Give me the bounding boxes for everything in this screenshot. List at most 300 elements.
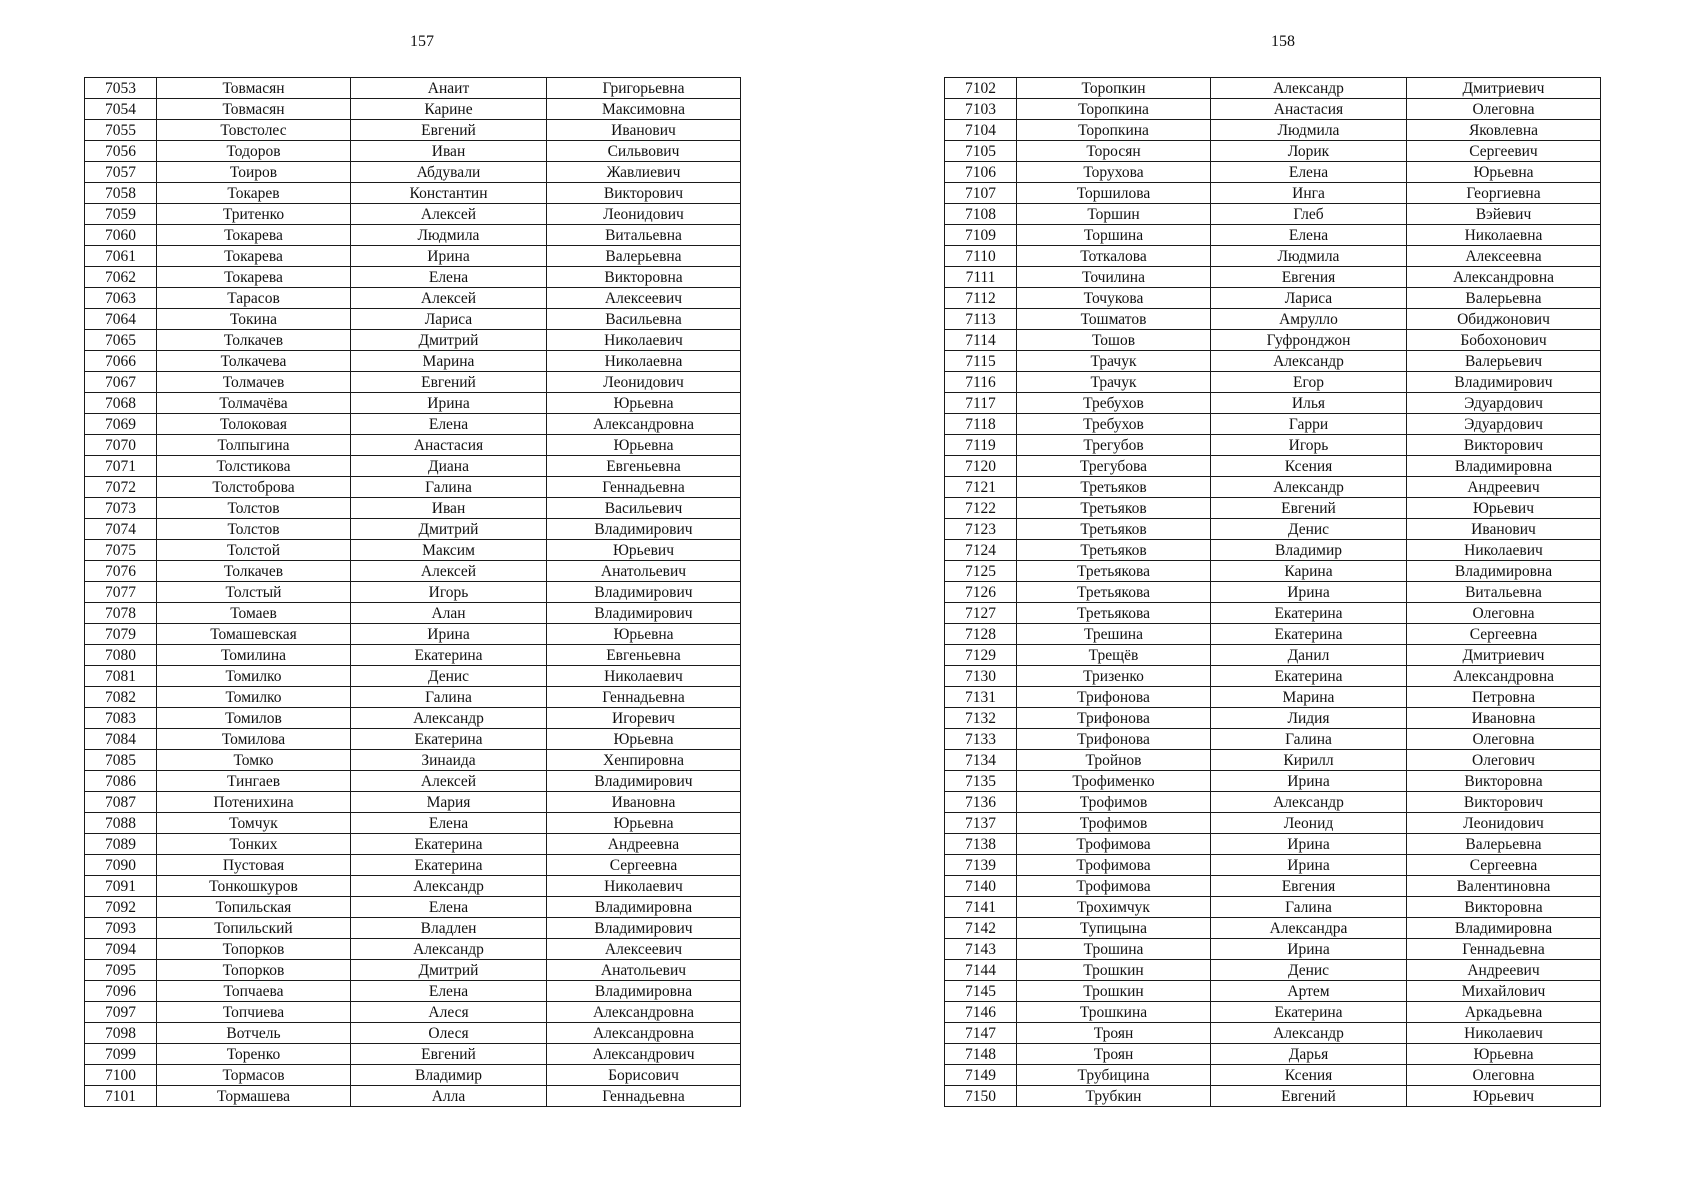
table-row [945,771,1601,792]
surname-cell: Тритенко [157,204,351,225]
table-row [945,456,1601,477]
surname-cell: Толстикова [157,456,351,477]
patronymic-cell: Леонидович [547,372,741,393]
first-name-cell: Евгений [351,1044,547,1065]
patronymic-cell: Олеговна [1407,99,1601,120]
table-row [945,267,1601,288]
table-row [945,435,1601,456]
patronymic-cell: Бобохонович [1407,330,1601,351]
first-name-cell: Карине [351,99,547,120]
patronymic-cell: Владимировна [1407,456,1601,477]
patronymic-cell: Яковлевна [1407,120,1601,141]
row-number-cell: 7110 [945,246,1017,267]
row-number-cell: 7096 [85,981,157,1002]
first-name-cell: Глеб [1211,204,1407,225]
row-number-cell: 7087 [85,792,157,813]
first-name-cell: Людмила [1211,246,1407,267]
patronymic-cell: Владимирович [1407,372,1601,393]
first-name-cell: Екатерина [351,834,547,855]
table-row [85,771,741,792]
surname-cell: Торопкина [1017,120,1211,141]
table-row [945,792,1601,813]
patronymic-cell: Александровна [547,1023,741,1044]
first-name-cell: Мария [351,792,547,813]
patronymic-cell: Владимирович [547,918,741,939]
table-row [945,876,1601,897]
first-name-cell: Игорь [351,582,547,603]
patronymic-cell: Леонидович [1407,813,1601,834]
table-row [945,834,1601,855]
surname-cell: Тошматов [1017,309,1211,330]
patronymic-cell: Юрьевич [1407,1086,1601,1107]
surname-cell: Торшилова [1017,183,1211,204]
first-name-cell: Екатерина [351,729,547,750]
row-number-cell: 7121 [945,477,1017,498]
table-row [85,477,741,498]
first-name-cell: Константин [351,183,547,204]
table-row [85,561,741,582]
first-name-cell: Владлен [351,918,547,939]
first-name-cell: Владимир [1211,540,1407,561]
first-name-cell: Инга [1211,183,1407,204]
patronymic-cell: Александровна [547,414,741,435]
table-row [945,204,1601,225]
patronymic-cell: Иванович [1407,519,1601,540]
table-row [945,645,1601,666]
surname-cell: Томко [157,750,351,771]
row-number-cell: 7089 [85,834,157,855]
row-number-cell: 7057 [85,162,157,183]
surname-cell: Толмачев [157,372,351,393]
row-number-cell: 7115 [945,351,1017,372]
surname-cell: Топильский [157,918,351,939]
surname-cell: Третьяков [1017,477,1211,498]
patronymic-cell: Игоревич [547,708,741,729]
table-row [85,960,741,981]
first-name-cell: Лариса [351,309,547,330]
row-number-cell: 7137 [945,813,1017,834]
table-row [85,876,741,897]
row-number-cell: 7085 [85,750,157,771]
surname-cell: Топчаева [157,981,351,1002]
surname-cell: Толкачева [157,351,351,372]
row-number-cell: 7123 [945,519,1017,540]
patronymic-cell: Юрьевна [547,729,741,750]
patronymic-cell: Витальевна [1407,582,1601,603]
surname-cell: Требухов [1017,393,1211,414]
patronymic-cell: Ивановна [547,792,741,813]
surname-cell: Трубкин [1017,1086,1211,1107]
first-name-cell: Алексей [351,771,547,792]
first-name-cell: Евгений [351,120,547,141]
surname-cell: Тошов [1017,330,1211,351]
row-number-cell: 7064 [85,309,157,330]
row-number-cell: 7098 [85,1023,157,1044]
surname-cell: Точилина [1017,267,1211,288]
first-name-cell: Дарья [1211,1044,1407,1065]
table-row [85,750,741,771]
surname-cell: Трошкин [1017,981,1211,1002]
patronymic-cell: Сергеевна [1407,624,1601,645]
patronymic-cell: Юрьевна [547,813,741,834]
table-row [945,603,1601,624]
table-row [85,1044,741,1065]
row-number-cell: 7079 [85,624,157,645]
surname-cell: Трофимова [1017,834,1211,855]
table-row [85,624,741,645]
first-name-cell: Данил [1211,645,1407,666]
patronymic-cell: Юрьевна [547,393,741,414]
surname-cell: Толстов [157,519,351,540]
surname-cell: Третьяков [1017,498,1211,519]
table-row [85,1086,741,1107]
row-number-cell: 7104 [945,120,1017,141]
row-number-cell: 7132 [945,708,1017,729]
surname-cell: Топчиева [157,1002,351,1023]
table-row [85,897,741,918]
table-row [945,477,1601,498]
surname-cell: Толстоброва [157,477,351,498]
table-row [945,1086,1601,1107]
table-row [85,309,741,330]
row-number-cell: 7135 [945,771,1017,792]
first-name-cell: Ирина [1211,582,1407,603]
patronymic-cell: Александровна [1407,267,1601,288]
first-name-cell: Евгения [1211,267,1407,288]
first-name-cell: Ирина [1211,834,1407,855]
table-row [85,855,741,876]
surname-cell: Трофимова [1017,876,1211,897]
patronymic-cell: Сильвович [547,141,741,162]
patronymic-cell: Геннадьевна [547,1086,741,1107]
table-row [85,1023,741,1044]
surname-cell: Торосян [1017,141,1211,162]
surname-cell: Томчук [157,813,351,834]
surname-cell: Томилина [157,645,351,666]
table-row [945,183,1601,204]
patronymic-cell: Андреевна [547,834,741,855]
surname-cell: Тингаев [157,771,351,792]
patronymic-cell: Алексеевна [1407,246,1601,267]
patronymic-cell: Николаевна [1407,225,1601,246]
row-number-cell: 7097 [85,1002,157,1023]
table-row [85,78,741,99]
patronymic-cell: Эдуардович [1407,414,1601,435]
patronymic-cell: Владимировна [547,981,741,1002]
surname-cell: Третьякова [1017,561,1211,582]
table-row [85,141,741,162]
row-number-cell: 7090 [85,855,157,876]
first-name-cell: Лорик [1211,141,1407,162]
row-number-cell: 7116 [945,372,1017,393]
surname-cell: Трошкин [1017,960,1211,981]
patronymic-cell: Дмитриевич [1407,78,1601,99]
table-row [945,309,1601,330]
patronymic-cell: Валерьевна [547,246,741,267]
surname-cell: Толпыгина [157,435,351,456]
table-row [945,351,1601,372]
table-row [85,582,741,603]
table-row [945,750,1601,771]
first-name-cell: Олеся [351,1023,547,1044]
patronymic-cell: Николаевич [547,666,741,687]
patronymic-cell: Сергеевич [1407,141,1601,162]
table-row [85,540,741,561]
surname-cell: Трофименко [1017,771,1211,792]
roster-table-body-left [85,78,741,1107]
patronymic-cell: Борисович [547,1065,741,1086]
row-number-cell: 7060 [85,225,157,246]
first-name-cell: Елена [351,414,547,435]
first-name-cell: Евгений [1211,1086,1407,1107]
first-name-cell: Екатерина [351,645,547,666]
surname-cell: Трохимчук [1017,897,1211,918]
first-name-cell: Егор [1211,372,1407,393]
surname-cell: Торухова [1017,162,1211,183]
table-row [85,519,741,540]
patronymic-cell: Андреевич [1407,960,1601,981]
table-row [85,1002,741,1023]
table-row [945,1044,1601,1065]
patronymic-cell: Валентиновна [1407,876,1601,897]
table-row [85,666,741,687]
table-row [945,1023,1601,1044]
first-name-cell: Галина [1211,897,1407,918]
surname-cell: Томашевская [157,624,351,645]
table-row [945,897,1601,918]
first-name-cell: Екатерина [1211,666,1407,687]
surname-cell: Толкачев [157,561,351,582]
surname-cell: Трешина [1017,624,1211,645]
first-name-cell: Елена [351,981,547,1002]
patronymic-cell: Жавлиевич [547,162,741,183]
surname-cell: Трегубов [1017,435,1211,456]
row-number-cell: 7056 [85,141,157,162]
patronymic-cell: Ивановна [1407,708,1601,729]
patronymic-cell: Михайлович [1407,981,1601,1002]
patronymic-cell: Олеговна [1407,1065,1601,1086]
table-row [85,834,741,855]
table-row [85,330,741,351]
first-name-cell: Анаит [351,78,547,99]
table-row [945,519,1601,540]
surname-cell: Товмасян [157,78,351,99]
surname-cell: Трифонова [1017,687,1211,708]
first-name-cell: Александр [351,876,547,897]
first-name-cell: Ирина [351,393,547,414]
first-name-cell: Марина [1211,687,1407,708]
first-name-cell: Артем [1211,981,1407,1002]
patronymic-cell: Владимирович [547,582,741,603]
patronymic-cell: Викторовна [1407,897,1601,918]
row-number-cell: 7081 [85,666,157,687]
first-name-cell: Алан [351,603,547,624]
surname-cell: Трошкина [1017,1002,1211,1023]
table-row [85,414,741,435]
surname-cell: Томилова [157,729,351,750]
surname-cell: Третьякова [1017,582,1211,603]
surname-cell: Трифонова [1017,729,1211,750]
surname-cell: Тормасов [157,1065,351,1086]
row-number-cell: 7127 [945,603,1017,624]
surname-cell: Третьяков [1017,519,1211,540]
surname-cell: Топильская [157,897,351,918]
patronymic-cell: Аркадьевна [1407,1002,1601,1023]
row-number-cell: 7080 [85,645,157,666]
row-number-cell: 7139 [945,855,1017,876]
first-name-cell: Диана [351,456,547,477]
surname-cell: Токина [157,309,351,330]
surname-cell: Токарев [157,183,351,204]
surname-cell: Толкачев [157,330,351,351]
first-name-cell: Александр [1211,477,1407,498]
patronymic-cell: Алексеевич [547,939,741,960]
first-name-cell: Алла [351,1086,547,1107]
surname-cell: Токарева [157,267,351,288]
row-number-cell: 7061 [85,246,157,267]
patronymic-cell: Юрьевич [1407,498,1601,519]
row-number-cell: 7114 [945,330,1017,351]
row-number-cell: 7066 [85,351,157,372]
row-number-cell: 7142 [945,918,1017,939]
row-number-cell: 7125 [945,561,1017,582]
surname-cell: Толстый [157,582,351,603]
table-row [945,78,1601,99]
patronymic-cell: Иванович [547,120,741,141]
table-row [945,225,1601,246]
row-number-cell: 7105 [945,141,1017,162]
row-number-cell: 7124 [945,540,1017,561]
table-row [85,687,741,708]
patronymic-cell: Обиджонович [1407,309,1601,330]
patronymic-cell: Олеговна [1407,729,1601,750]
row-number-cell: 7149 [945,1065,1017,1086]
first-name-cell: Ирина [1211,939,1407,960]
patronymic-cell: Витальевна [547,225,741,246]
surname-cell: Товстолес [157,120,351,141]
patronymic-cell: Георгиевна [1407,183,1601,204]
first-name-cell: Екатерина [351,855,547,876]
row-number-cell: 7144 [945,960,1017,981]
table-row [85,603,741,624]
first-name-cell: Лариса [1211,288,1407,309]
row-number-cell: 7068 [85,393,157,414]
first-name-cell: Екатерина [1211,1002,1407,1023]
table-row [85,393,741,414]
table-row [85,918,741,939]
patronymic-cell: Юрьевна [1407,162,1601,183]
patronymic-cell: Викторовна [1407,771,1601,792]
first-name-cell: Галина [351,477,547,498]
table-row [85,351,741,372]
row-number-cell: 7093 [85,918,157,939]
surname-cell: Трачук [1017,351,1211,372]
table-row [85,729,741,750]
patronymic-cell: Вэйевич [1407,204,1601,225]
first-name-cell: Анастасия [1211,99,1407,120]
patronymic-cell: Леонидович [547,204,741,225]
patronymic-cell: Владимировна [547,897,741,918]
table-row [945,960,1601,981]
first-name-cell: Екатерина [1211,624,1407,645]
table-row [945,855,1601,876]
row-number-cell: 7092 [85,897,157,918]
surname-cell: Потенихина [157,792,351,813]
first-name-cell: Евгений [1211,498,1407,519]
first-name-cell: Людмила [351,225,547,246]
table-row [945,666,1601,687]
row-number-cell: 7111 [945,267,1017,288]
surname-cell: Толоковая [157,414,351,435]
patronymic-cell: Юрьевна [1407,1044,1601,1065]
patronymic-cell: Викторовна [547,267,741,288]
table-row [945,561,1601,582]
first-name-cell: Александр [1211,1023,1407,1044]
surname-cell: Трофимов [1017,813,1211,834]
row-number-cell: 7108 [945,204,1017,225]
surname-cell: Троян [1017,1023,1211,1044]
surname-cell: Тодоров [157,141,351,162]
first-name-cell: Ксения [1211,1065,1407,1086]
first-name-cell: Евгений [351,372,547,393]
surname-cell: Токарева [157,225,351,246]
table-row [85,456,741,477]
first-name-cell: Екатерина [1211,603,1407,624]
first-name-cell: Елена [351,897,547,918]
first-name-cell: Карина [1211,561,1407,582]
table-row [85,183,741,204]
first-name-cell: Александр [1211,351,1407,372]
row-number-cell: 7084 [85,729,157,750]
row-number-cell: 7128 [945,624,1017,645]
table-row [85,813,741,834]
row-number-cell: 7091 [85,876,157,897]
roster-table-right [944,77,1601,1107]
first-name-cell: Ирина [1211,855,1407,876]
first-name-cell: Лидия [1211,708,1407,729]
row-number-cell: 7103 [945,99,1017,120]
patronymic-cell: Дмитриевич [1407,645,1601,666]
first-name-cell: Игорь [1211,435,1407,456]
surname-cell: Торенко [157,1044,351,1065]
patronymic-cell: Сергеевна [547,855,741,876]
surname-cell: Вотчель [157,1023,351,1044]
surname-cell: Толстов [157,498,351,519]
surname-cell: Трачук [1017,372,1211,393]
patronymic-cell: Владимировна [1407,561,1601,582]
first-name-cell: Ирина [1211,771,1407,792]
first-name-cell: Александра [1211,918,1407,939]
table-row [85,939,741,960]
table-row [85,792,741,813]
first-name-cell: Елена [351,267,547,288]
row-number-cell: 7107 [945,183,1017,204]
table-row [945,141,1601,162]
surname-cell: Толмачёва [157,393,351,414]
row-number-cell: 7141 [945,897,1017,918]
patronymic-cell: Юрьевич [547,540,741,561]
first-name-cell: Абдували [351,162,547,183]
first-name-cell: Алеся [351,1002,547,1023]
table-row [85,708,741,729]
surname-cell: Топорков [157,939,351,960]
table-row [945,498,1601,519]
patronymic-cell: Григорьевна [547,78,741,99]
row-number-cell: 7136 [945,792,1017,813]
table-row [945,330,1601,351]
row-number-cell: 7083 [85,708,157,729]
row-number-cell: 7078 [85,603,157,624]
